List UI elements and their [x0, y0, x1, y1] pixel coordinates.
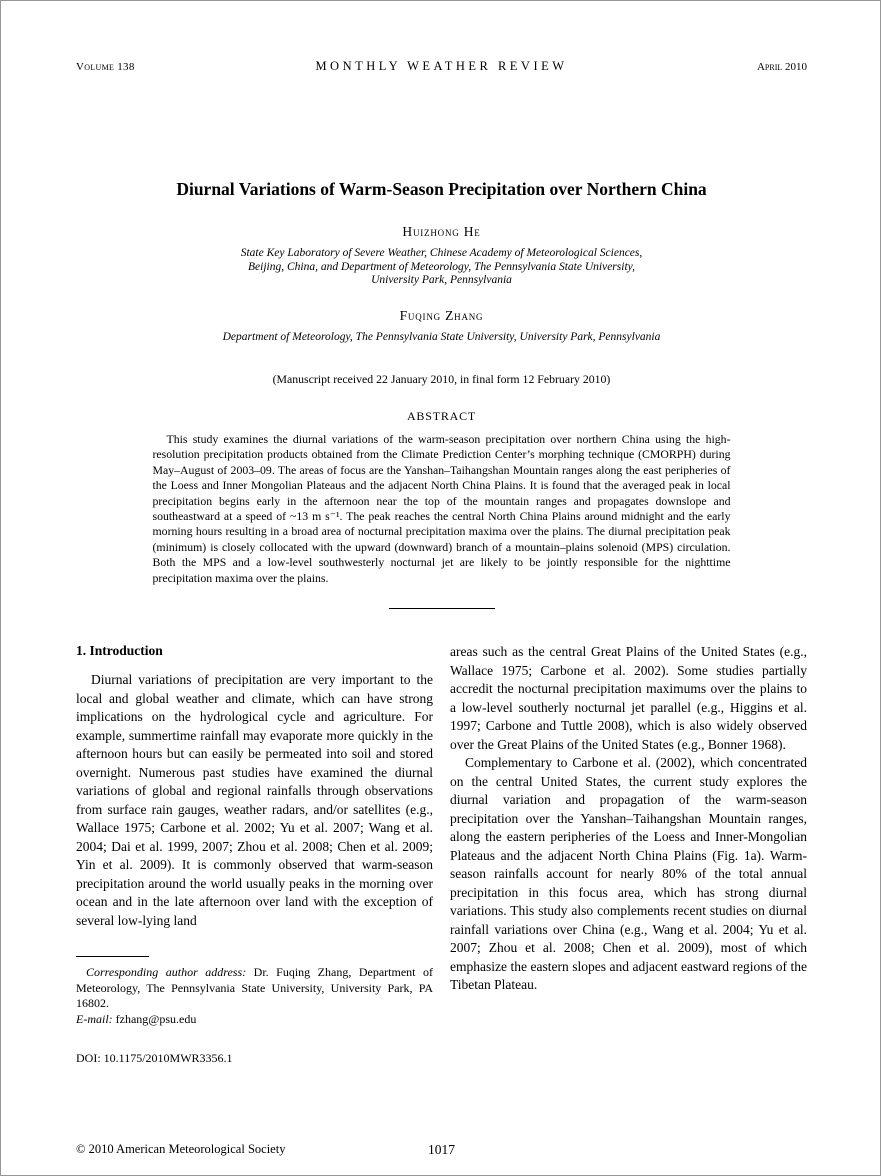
doi-line: DOI: 10.1175/2010MWR3356.1	[76, 1051, 233, 1066]
page-number: 1017	[428, 1142, 455, 1157]
author-name-2: Fuqing Zhang	[399, 307, 484, 323]
volume-label: Volume 138	[76, 61, 135, 73]
body-columns	[76, 643, 807, 1066]
article-title: Diurnal Variations of Warm-Season Precipitation over Northern China	[176, 179, 707, 199]
copyright-note: © 2010 American Meteorological Society	[76, 1142, 286, 1156]
intro-paragraph-1-right: areas such as the central Great Plains of the United States (e.g., Wallace 1975; Carbone et al. 2002). Some studies partially accredit the nocturnal precipitation maximums over the plains to a low-level southerly nocturnal jet parallel (e.g., Higgins et al. 1997; Carbone and Tuttle 2008), which is also widely observed over the Great Plains of the United States (e.g., Bonner 1968).	[450, 644, 807, 752]
footnote-rule	[76, 956, 149, 957]
running-head	[76, 59, 807, 74]
abstract-text: This study examines the diurnal variations of the warm-season precipitation over northern China using the high-resolution precipitation products obtained from the Climate Prediction Center’s morphing technique (CMORPH) during May–August of 2003–09. The areas of focus are the Yanshan–Taihangshan Mountain ranges along the east peripheries of the Loess and Inner Mongolian Plateaus and the adjacent North China Plains. It is found that the averaged peak in local precipitation begins early in the afternoon near the top of the mountain ranges and propagates downslope and southeastward at a speed of ~13 m s⁻¹. The peak reaches the central North China Plains around midnight and the early morning hours resulting in a broad area of nocturnal precipitation maxima over the plains. The diurnal precipitation peak (minimum) is closely collocated with the upward (downward) branch of a mountain–plains solenoid (MPS) circulation. Both the MPS and a low-level southwesterly nocturnal jet are likely to be jointly responsible for the nighttime precipitation maxima over the plains.	[152, 432, 731, 585]
right-column	[450, 643, 807, 1066]
email-note	[76, 1012, 433, 1028]
affiliation-line: University Park, Pennsylvania	[371, 274, 512, 286]
page-footer	[76, 1142, 807, 1158]
corresponding-author-note	[76, 965, 433, 1012]
section-heading-introduction: 1. Introduction	[76, 643, 163, 659]
intro-paragraph-2: Complementary to Carbone et al. (2002), which concentrated on the central United States, the current study explores the diurnal variation and propagation of the warm-season precipitation over the Yanshan–Taihangshan Mountain ranges, along the eastern peripheries of the Loess and Inner-Mongolian Plateaus and the adjacent North China Plains (Fig. 1a). Warm-season rainfalls account for nearly 80% of the total annual precipitation in this focus area, which has strong diurnal variations. This study also complements recent studies on diurnal rainfall variations over China (e.g., Wang et al. 2004; Yu et al. 2007; Zhou et al. 2008; Chen et al. 2009), most of which emphasize the eastern slopes and adjacent eastward regions of the Tibetan Plateau.	[450, 755, 807, 993]
abstract-heading: ABSTRACT	[406, 409, 477, 423]
footnote-block	[76, 956, 433, 1027]
journal-title: MONTHLY WEATHER REVIEW	[315, 59, 568, 73]
intro-paragraph-1-left: Diurnal variations of precipitation are very important to the local and global weather and climate, which can have strong implications on the hydrological cycle and agriculture. For example, summertime rainfall may evaporate more quickly in the afternoon hours but can easily be permeated into soil and stored overnight. Numerous past studies have examined the diurnal variations of global and regional rainfalls through observations from surface rain gauges, weather radars, and/or satellites (e.g., Wallace 1975; Carbone et al. 2002; Yu et al. 2007; Wang et al. 2004; Dai et al. 1999, 2007; Zhou et al. 2008; Chen et al. 2009; Yin et al. 2009). It is commonly observed that warm-season precipitation around the world usually peaks in the morning over ocean and in the late afternoon over land with the exception of several low-lying land	[76, 672, 433, 928]
author-name-1: Huizhong He	[402, 224, 481, 239]
author-affiliation-2	[76, 331, 807, 345]
author-affiliation-1	[76, 247, 807, 288]
affiliation-line: Beijing, China, and Department of Meteorology, The Pennsylvania State University,	[248, 260, 635, 273]
corresponding-author-text: Dr. Fuqing Zhang, Department of Meteorology, The Pennsylvania State University, University Park, PA 16802.	[76, 965, 433, 1011]
left-column	[76, 643, 433, 1066]
affiliation-line: State Key Laboratory of Severe Weather, Chinese Academy of Meteorological Sciences,	[240, 247, 643, 259]
corresponding-author-label: Corresponding author address:	[86, 965, 247, 980]
abstract-separator-rule	[389, 608, 495, 609]
issue-date: April 2010	[756, 61, 807, 73]
manuscript-received-note: (Manuscript received 22 January 2010, in final form 12 February 2010)	[272, 372, 611, 386]
email-label: E-mail:	[76, 1011, 113, 1026]
affiliation-line: Department of Meteorology, The Pennsylvania State University, University Park, Pennsylvania	[222, 330, 661, 343]
email-address: fzhang@psu.edu	[112, 1011, 197, 1026]
